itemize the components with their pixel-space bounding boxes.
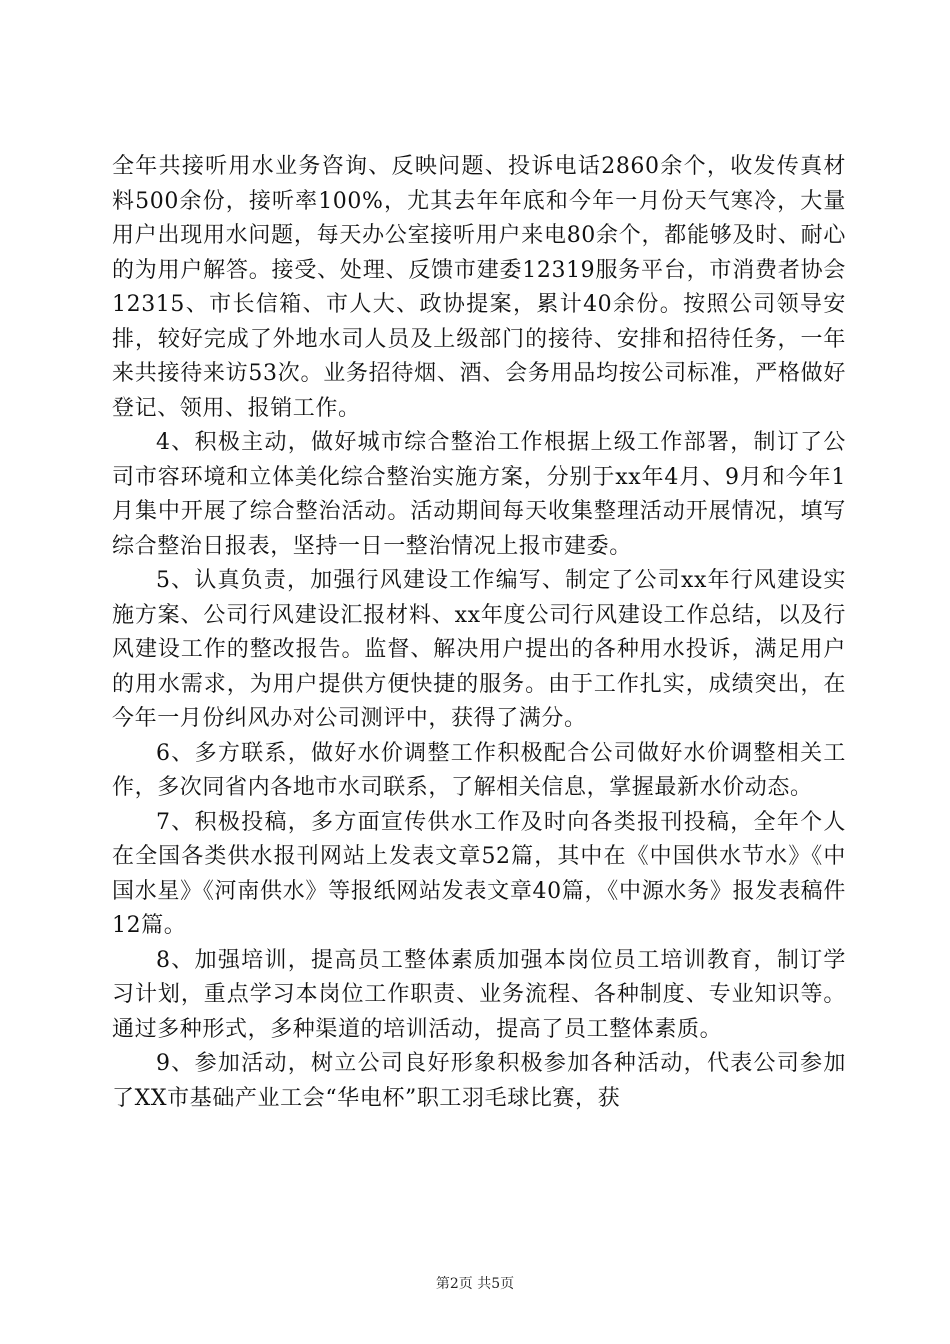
document-body bbox=[112, 150, 846, 1116]
paragraph-item-4: 4、积极主动，做好城市综合整治工作根据上级工作部署，制订了公司市容环境和立体美化综合整治实施方案，分别于xx年4月、9月和今年1月集中开展了综合整治活动。活动期间每天收集整理活动开展情况，填写综合整治日报表，坚持一日一整治情况上报市建委。 bbox=[112, 430, 846, 559]
paragraph-continuation: 全年共接听用水业务咨询、反映问题、投诉电话2860余个，收发传真材料500余份，接听率100%，尤其去年年底和今年一月份天气寒冷，大量用户出现用水问题，每天办公室接听用户来电80余个，都能够及时、耐心的为用户解答。接受、处理、反馈市建委12319服务平台，市消费者协会12315、市长信箱、市人大、政协提案，累计40余份。按照公司领导安排，较好完成了外地水司人员及上级部门的接待、安排和招待任务，一年来共接待来访53次。业务招待烟、酒、会务用品均按公司标准，严格做好登记、领用、报销工作。 bbox=[112, 154, 846, 421]
paragraph-item-8: 8、加强培训，提高员工整体素质加强本岗位员工培训教育，制订学习计划，重点学习本岗位工作职责、业务流程、各种制度、专业知识等。通过多种形式，多种渠道的培训活动，提高了员工整体素质。 bbox=[112, 947, 846, 1042]
paragraph-item-9: 9、参加活动，树立公司良好形象积极参加各种活动，代表公司参加了XX市基础产业工会“华电杯”职工羽毛球比赛，获 bbox=[112, 1051, 846, 1111]
paragraph-item-6: 6、多方联系，做好水价调整工作积极配合公司做好水价调整相关工作，多次同省内各地市水司联系，了解相关信息，掌握最新水价动态。 bbox=[112, 740, 846, 800]
page-number-footer: 第2页 共5页 bbox=[435, 1276, 515, 1292]
paragraph-item-7: 7、积极投稿，多方面宣传供水工作及时向各类报刊投稿，全年个人在全国各类供水报刊网站上发表文章52篇，其中在《中国供水节水》《中国水星》《河南供水》等报纸网站发表文章40篇，《中源水务》报发表稿件12篇。 bbox=[112, 809, 846, 938]
paragraph-item-5: 5、认真负责，加强行风建设工作编写、制定了公司xx年行风建设实施方案、公司行风建设汇报材料、xx年度公司行风建设工作总结，以及行风建设工作的整改报告。监督、解决用户提出的各种用水投诉，满足用户的用水需求，为用户提供方便快捷的服务。由于工作扎实，成绩突出，在今年一月份纠风办对公司测评中，获得了满分。 bbox=[112, 568, 846, 731]
